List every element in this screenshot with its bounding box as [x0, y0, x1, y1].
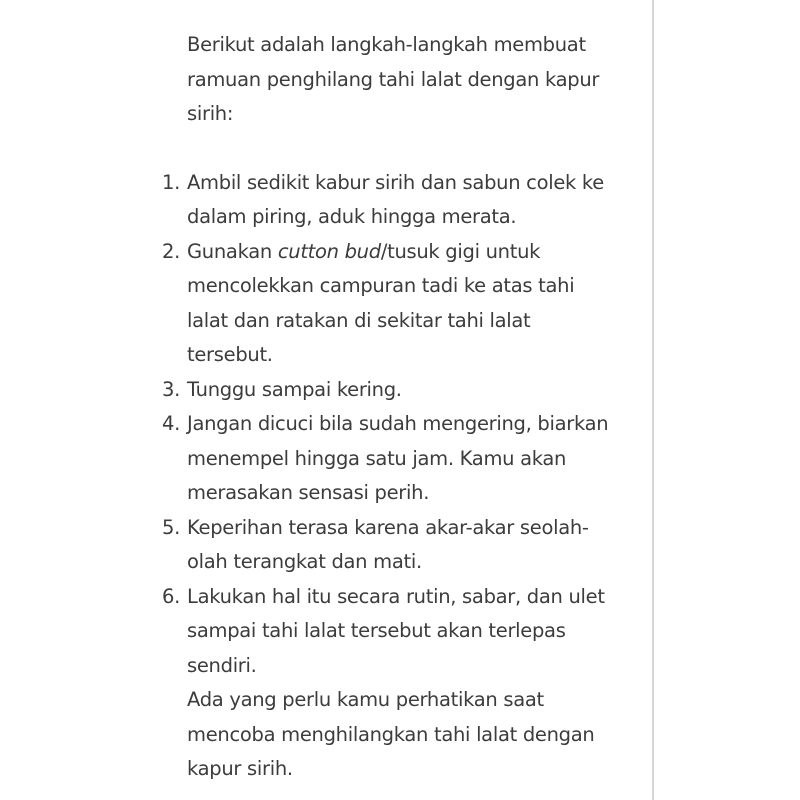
- note-paragraph: Ada yang perlu kamu perhatikan saat mencoba menghilangkan tahi lalat dengan kapur sirih.: [187, 688, 595, 780]
- page-divider: [652, 0, 654, 800]
- step-number: 3.: [162, 377, 181, 401]
- step-text: Lakukan hal itu secara rutin, sabar, dan ulet sampai tahi lalat tersebut akan terlepas sendiri.: [187, 584, 605, 677]
- list-item: [162, 235, 617, 373]
- step-number: 4.: [162, 412, 181, 435]
- step-text-italic: cutton bud: [277, 239, 381, 263]
- step-text-before: Gunakan: [187, 239, 278, 263]
- list-item: [162, 407, 617, 511]
- step-text: Jangan dicuci bila sudah mengering, biarkan menempel hingga satu jam. Kamu akan merasakan sensasi perih.: [187, 412, 609, 504]
- step-number: 1.: [162, 170, 181, 194]
- intro-paragraph: Berikut adalah langkah-langkah membuat ramuan penghilang tahi lalat dengan kapur sirih:: [187, 33, 600, 125]
- steps-list: [0, 166, 652, 684]
- step-number: 5.: [162, 515, 181, 539]
- article-body: [0, 28, 652, 787]
- step-text-after: /tusuk gigi untuk mencolekkan campuran tadi ke atas tahi lalat dan ratakan di sekitar tahi lalat tersebut.: [187, 239, 575, 366]
- step-text: Keperihan terasa karena akar-akar seolah-olah terangkat dan mati.: [187, 515, 589, 573]
- list-item: [162, 166, 617, 235]
- list-item: [162, 511, 617, 580]
- step-number: 2.: [162, 239, 181, 263]
- step-text: Tunggu sampai kering.: [187, 377, 402, 401]
- list-item: [162, 373, 617, 408]
- step-number: 6.: [162, 584, 181, 608]
- list-item: [162, 580, 617, 684]
- step-text: Ambil sedikit kabur sirih dan sabun colek ke dalam piring, aduk hingga merata.: [187, 170, 604, 228]
